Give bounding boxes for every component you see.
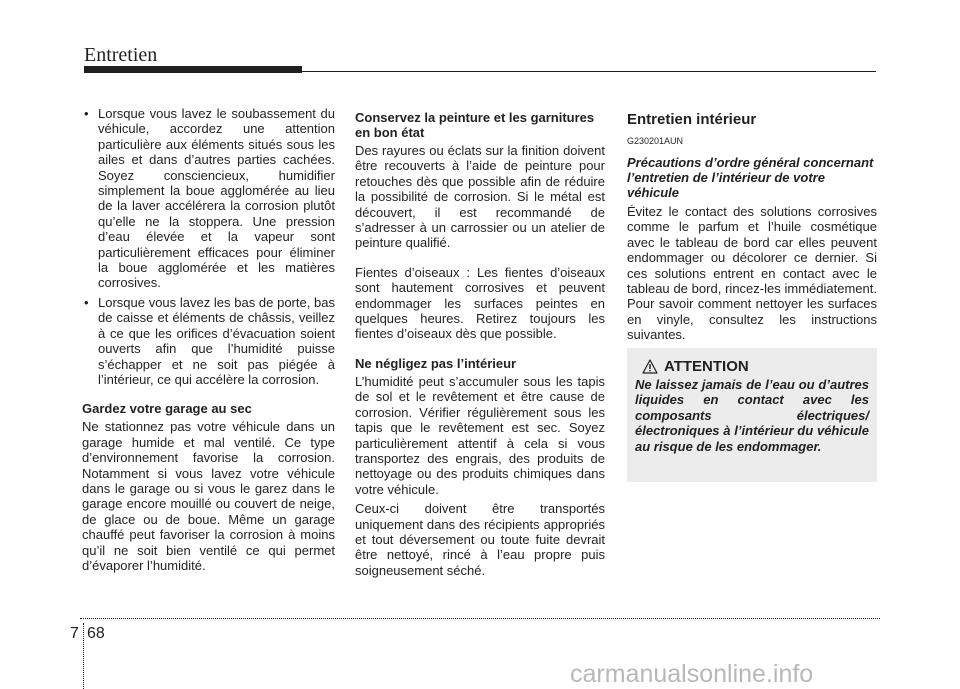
- section-heading-garage: Gardez votre garage au sec: [82, 401, 252, 417]
- section-heading-interior: Ne négligez pas l’intérieur: [355, 355, 517, 371]
- attention-title: ATTENTION: [664, 358, 749, 375]
- attention-box: [627, 348, 877, 482]
- header-rule: [302, 71, 876, 72]
- paragraph-interior-2: Ceux-ci doivent être transportés uniquement dans des récipients appropriés et tout déversement ou toute fuite devrait être nettoyé, rincé à l’eau propre puis soigneusement séché.: [355, 501, 605, 578]
- chapter-number: 7: [70, 625, 79, 642]
- column-middle: [355, 110, 605, 582]
- bullet-item: • Lorsque vous lavez les bas de porte, bas de caisse et éléments de châssis, veillez à ce que les orifices d’évacuation soient ouverts afin que l’humidité puisse s’échapper et ne soit pas piégée à l’intérieur, ce qui accélère la corrosion.: [82, 295, 335, 387]
- bullet-item: • Lorsque vous lavez le soubassement du véhicule, accordez une attention particulière aux éléments situés sous les ailes et dans d’autres parties cachées. Soyez consciencieux, humidifier simplement la boue agglomérée au lieu de la laver accélérera la corrosion plutôt qu’elle ne la stoppera. Une pression d’eau élevée et la vapeur sont particulièrement efficaces pour éliminer la boue agglomérée et les matières corrosives.: [82, 106, 335, 291]
- header-bar: [84, 66, 302, 73]
- section-heading-paint: Conservez la peinture et les garnitures en bon état: [355, 110, 595, 140]
- column-right: [627, 112, 877, 347]
- paragraph-paint: Des rayures ou éclats sur la finition doivent être recouverts à l’aide de peinture pour retouches dès que possible afin de réduire la possibilité de corrosion. Si le métal est découvert, il est recommandé de s’adresser à un carrossier ou un atelier de peinture qualifié.: [355, 143, 605, 251]
- column-left: [82, 106, 335, 577]
- footer-rule: [80, 618, 880, 619]
- watermark: carmanualsonline.info: [570, 660, 814, 688]
- attention-header: [642, 358, 749, 375]
- attention-text: Ne laissez jamais de l’eau ou d’autres liquides en contact avec les composants électriques/électroniques à l’intérieur du véhicule au risque de les endommager.: [635, 377, 869, 454]
- paragraph-birds: Fientes d’oiseaux : Les fientes d’oiseaux sont hautement corrosives et peuvent endommager les surfaces peintes en quelques heures. Retirez toujours les fientes d’oiseaux dès que possible.: [355, 264, 605, 342]
- paragraph-precautions: Évitez le contact des solutions corrosives comme le parfum et l’huile cosmétique avec le tableau de bord car elles peuvent endommager ou décolorer ce dernier. Si ces solutions entrent en contact avec le tableau de bord, rincez-les immédiatement. Pour savoir comment nettoyer les surfaces en vinyle, consultez les instructions suivantes.: [627, 204, 877, 343]
- footer-divider: [83, 623, 84, 689]
- reference-code: G230201AUN: [627, 136, 684, 146]
- paragraph-interior-1: L’humidité peut s’accumuler sous les tapis de sol et le revêtement et être cause de corrosion. Vérifier régulièrement sous les tapis que le revêtement est sec. Soyez particulièrement attentif à cela si vous transportez des engrais, des produits de nettoyage ou des produits chimiques dans votre véhicule.: [355, 373, 605, 497]
- section-heading-interior-care: Entretien intérieur: [627, 111, 757, 128]
- warning-triangle-icon: [642, 359, 658, 374]
- subheading-precautions: Précautions d’ordre général concernant l’entretien de l’intérieur de votre véhicule: [627, 155, 874, 200]
- paragraph-garage: Ne stationnez pas votre véhicule dans un garage humide et mal ventilé. Ce type d’environnement favorise la corrosion. Notamment si vous lavez votre véhicule dans le garage ou si vous le garez dans le garage encore mouillé ou couvert de neige, de glace ou de boue. Même un garage chauffé peut favoriser la corrosion à moins qu’il ne soit bien ventilé ce qui permet d’évaporer l’humidité.: [82, 419, 335, 573]
- bullet-list: [82, 106, 335, 387]
- page-title: Entretien: [84, 44, 158, 66]
- page-number: 68: [87, 625, 105, 642]
